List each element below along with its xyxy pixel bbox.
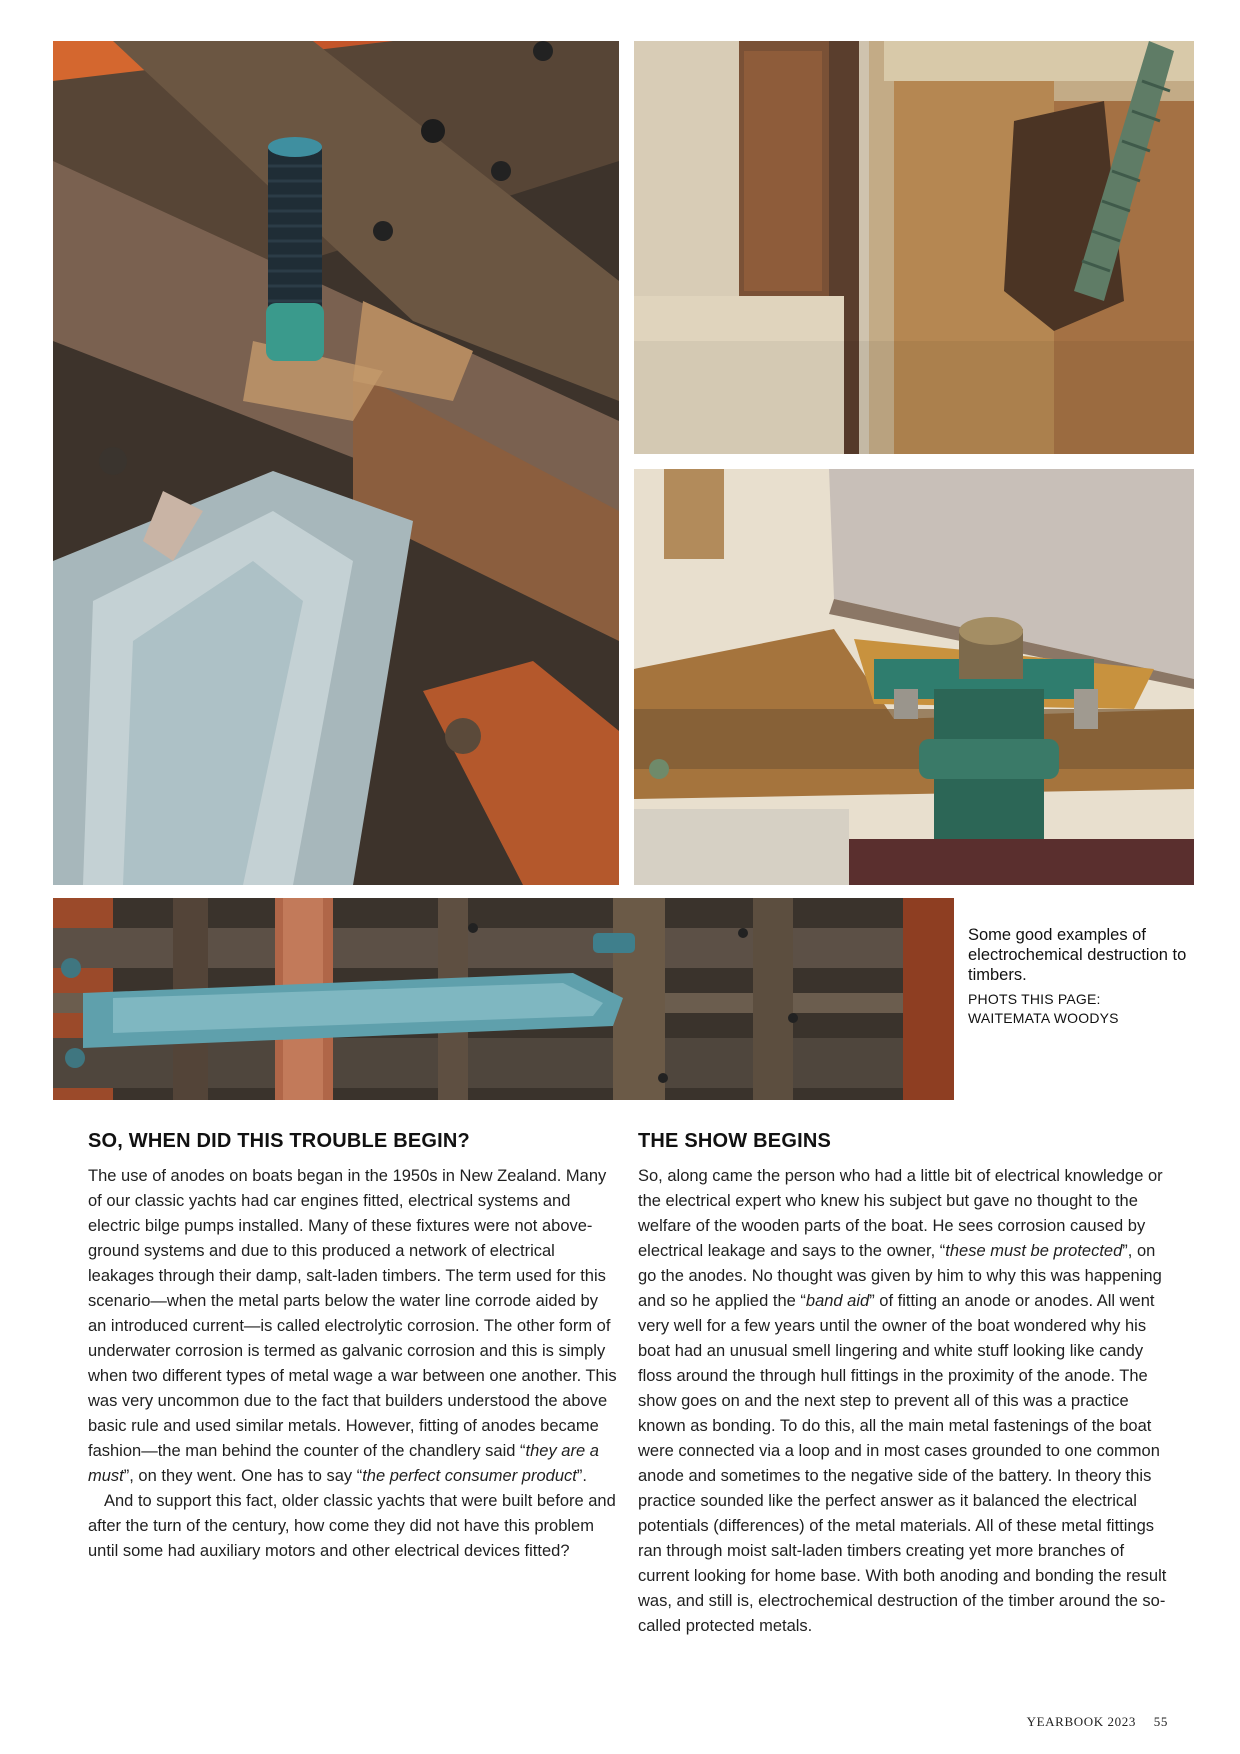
paragraph-text: ” of fitting an anode or anodes. All went very well for a few years until the owner of the boat wondered why his boat had an unusual smell lingering and white stuff looking like candy floss around the through hull fittings in the proximity of the anode. The show goes on and the next step to prevent all of this was a practice known as bonding. To do this, all the main metal fastenings of the boat were connected via a loop and in most cases grounded to one common anode and sometimes to the negative side of the battery. In theory this practice sounded like the perfect answer as it balanced the electrical potentials (differences) of the metal materials. All of these metal fittings ran through moist salt-laden timbers creating yet more branches of current looking for home base. With both anoding and bonding the result was, and still is, electrochemical destruction of the timber around the so-called protected metals. xyxy=(638,1292,1167,1635)
photo-credit xyxy=(968,990,1198,1028)
photo-rotted-frames xyxy=(53,41,619,885)
article-column-right xyxy=(638,1128,1168,1639)
photo-threaded-rod xyxy=(634,41,1194,454)
photo-credit-line-1: PHOTS THIS PAGE: xyxy=(968,991,1101,1007)
caption-text: Some good examples of electrochemical destruction to timbers. xyxy=(968,926,1187,984)
section-heading-show-begins: THE SHOW BEGINS xyxy=(638,1130,832,1152)
photo-through-hull-fitting xyxy=(634,469,1194,885)
photo-anode-planks-image xyxy=(53,898,954,1100)
photo-rotted-frames-image xyxy=(53,41,619,885)
paragraph-text: ”, on they went. One has to say “ xyxy=(123,1467,363,1485)
quote-band-aid: band aid xyxy=(805,1292,870,1310)
photo-credit-line-2: WAITEMATA WOODYS xyxy=(968,1010,1119,1026)
photo-threaded-rod-image xyxy=(634,41,1194,454)
paragraph-text: ”. xyxy=(576,1467,587,1485)
paragraph-text: The use of anodes on boats began in the 1950s in New Zealand. Many of our classic yachts had car engines fitted, electrical systems and electric bilge pumps installed. Many of these fixtures were not above-ground systems and due to this produced a network of electrical leakages through their damp, salt-laden timbers. The term used for this scenario—when the metal parts below the water line corrode aided by an introduced current—is called electrolytic corrosion. The other form of underwater corrosion is termed as galvanic corrosion and this is simply when two different types of metal wage a war between one another. This was very uncommon due to the fact that builders understood the above basic rule and used similar metals. However, fitting of anodes became fashion—the man behind the counter of the chandlery said “ xyxy=(88,1167,617,1460)
quote-these-must-be-protected: these must be protected xyxy=(945,1242,1123,1260)
photo-anode-planks xyxy=(53,898,954,1100)
publication-name: YEARBOOK 2023 xyxy=(1026,1714,1136,1729)
paragraph-anodes-history xyxy=(88,1164,618,1489)
page-footer xyxy=(1027,1714,1168,1730)
quote-perfect-consumer-product: the perfect consumer product xyxy=(362,1467,577,1485)
quote-they-are-a-must: they are a must xyxy=(88,1442,599,1485)
paragraph-bonding xyxy=(638,1164,1168,1639)
article-column-left xyxy=(88,1128,618,1564)
section-heading-trouble: SO, WHEN DID THIS TROUBLE BEGIN? xyxy=(88,1130,470,1152)
photo-caption xyxy=(968,925,1198,1028)
page-number: 55 xyxy=(1153,1714,1168,1729)
paragraph-text: ”, on go the anodes. No thought was given by him to why this was happening and so he applied the “ xyxy=(638,1242,1162,1310)
paragraph-text: So, along came the person who had a little bit of electrical knowledge or the electrical expert who knew his subject but gave no thought to the welfare of the wooden parts of the boat. He sees corrosion caused by electrical leakage and says to the owner, “ xyxy=(638,1167,1163,1260)
photo-through-hull-fitting-image xyxy=(634,469,1194,885)
paragraph-classic-yachts: And to support this fact, older classic yachts that were built before and after the turn of the century, how come they did not have this problem until some had auxiliary motors and other electrical devices fitted? xyxy=(88,1492,616,1560)
